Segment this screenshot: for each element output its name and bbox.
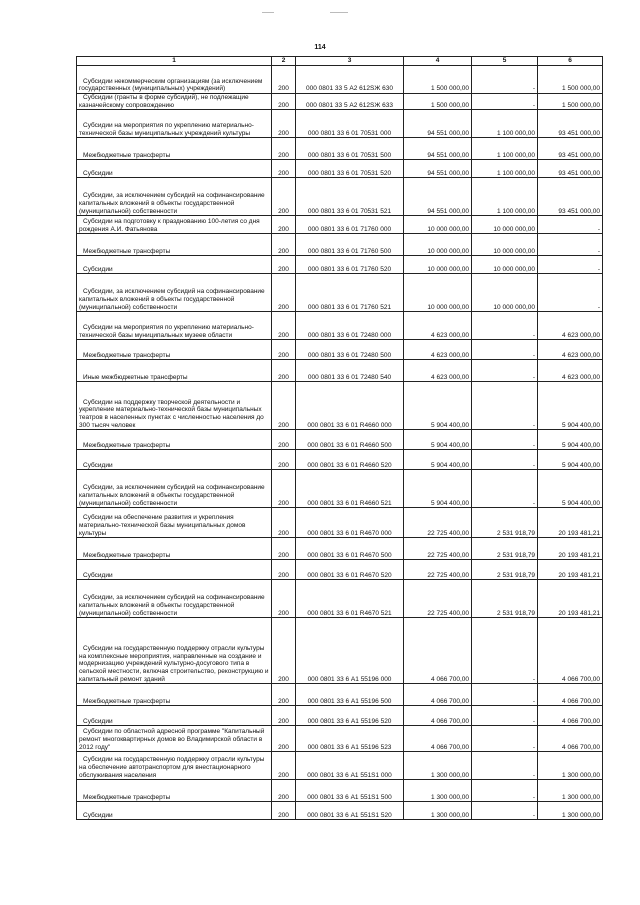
table-cell-v1: 1 300 000,00 bbox=[404, 802, 472, 820]
table-cell-name bbox=[77, 538, 272, 560]
table-cell-code: 000 0801 33 5 А2 612SЖ 633 bbox=[296, 94, 404, 110]
table-cell-code: 000 0801 33 6 01 R4660 520 bbox=[296, 450, 404, 470]
budget-table-body bbox=[77, 57, 603, 820]
table-cell-v1: 4 066 700,00 bbox=[404, 726, 472, 752]
table-cell-v1: 4 623 000,00 bbox=[404, 312, 472, 340]
row-label: Субсидии bbox=[83, 265, 113, 273]
table-cell-v2: 1 100 000,00 bbox=[472, 138, 538, 160]
row-label: Межбюджетные трансферты bbox=[83, 793, 171, 801]
table-row bbox=[77, 450, 603, 470]
table-cell-v2: - bbox=[472, 340, 538, 360]
table-row bbox=[77, 234, 603, 256]
table-cell-name bbox=[77, 216, 272, 234]
table-cell-v3: - bbox=[538, 256, 603, 274]
column-header: 5 bbox=[472, 57, 538, 66]
table-row bbox=[77, 274, 603, 312]
table-cell-v2: - bbox=[472, 780, 538, 802]
table-cell-code: 000 0801 33 6 01 R4660 500 bbox=[296, 430, 404, 450]
row-label: Межбюджетные трансферты bbox=[83, 551, 171, 559]
table-cell-name bbox=[77, 726, 272, 752]
row-label: Субсидии на государственную поддержку отрасли культуры на комплексные мероприятия, направленные на создание и модернизацию учреждений культурно-досугового типа в сельской местности, включая строительство, реконструкцию и капитальный ремонт зданий bbox=[79, 645, 269, 683]
table-cell-name bbox=[77, 340, 272, 360]
table-cell-v1: 1 500 000,00 bbox=[404, 66, 472, 94]
row-label: Субсидии bbox=[83, 461, 113, 469]
table-row bbox=[77, 726, 603, 752]
table-cell-v1: 4 623 000,00 bbox=[404, 340, 472, 360]
table-cell-code: 000 0801 33 6 01 71760 521 bbox=[296, 274, 404, 312]
table-cell-v2: 10 000 000,00 bbox=[472, 256, 538, 274]
table-cell-v2: 1 100 000,00 bbox=[472, 110, 538, 138]
table-cell-v2: 10 000 000,00 bbox=[472, 274, 538, 312]
table-cell-v3: 20 193 481,21 bbox=[538, 538, 603, 560]
table-cell-name bbox=[77, 802, 272, 820]
table-row bbox=[77, 580, 603, 618]
budget-table bbox=[76, 56, 603, 820]
table-cell-name bbox=[77, 618, 272, 684]
table-cell-name bbox=[77, 560, 272, 580]
table-cell-code: 000 0801 33 6 01 72480 500 bbox=[296, 340, 404, 360]
table-cell-section: 200 bbox=[272, 618, 296, 684]
table-row bbox=[77, 256, 603, 274]
table-cell-v3: 93 451 000,00 bbox=[538, 110, 603, 138]
table-row bbox=[77, 470, 603, 508]
table-cell-v3: 4 066 700,00 bbox=[538, 618, 603, 684]
table-cell-v2: - bbox=[472, 312, 538, 340]
table-row bbox=[77, 138, 603, 160]
table-cell-v1: 1 500 000,00 bbox=[404, 94, 472, 110]
table-cell-name bbox=[77, 178, 272, 216]
table-row bbox=[77, 618, 603, 684]
table-cell-code: 000 0801 33 6 А1 55196 520 bbox=[296, 706, 404, 726]
row-label: Межбюджетные трансферты bbox=[83, 351, 171, 359]
page-number: 114 bbox=[314, 44, 326, 51]
table-cell-v2: - bbox=[472, 66, 538, 94]
column-header: 2 bbox=[272, 57, 296, 66]
table-cell-code: 000 0801 33 6 01 R4660 521 bbox=[296, 470, 404, 508]
row-label: Субсидии на мероприятия по укреплению материально-технической базы муниципальных музеев области bbox=[79, 324, 254, 339]
table-row bbox=[77, 752, 603, 780]
table-cell-code: 000 0801 33 5 А2 612SЖ 630 bbox=[296, 66, 404, 94]
table-cell-name bbox=[77, 94, 272, 110]
table-cell-code: 000 0801 33 6 01 R4670 521 bbox=[296, 580, 404, 618]
table-row bbox=[77, 360, 603, 382]
table-cell-v2: - bbox=[472, 618, 538, 684]
table-cell-v2: 2 531 918,79 bbox=[472, 508, 538, 538]
table-row bbox=[77, 216, 603, 234]
table-cell-name bbox=[77, 234, 272, 256]
table-cell-code: 000 0801 33 6 01 70531 521 bbox=[296, 178, 404, 216]
table-cell-v2: 10 000 000,00 bbox=[472, 234, 538, 256]
table-row bbox=[77, 706, 603, 726]
table-cell-section: 200 bbox=[272, 684, 296, 706]
table-cell-section: 200 bbox=[272, 66, 296, 94]
table-row bbox=[77, 382, 603, 430]
table-cell-v2: 10 000 000,00 bbox=[472, 216, 538, 234]
table-cell-section: 200 bbox=[272, 312, 296, 340]
table-cell-v2: - bbox=[472, 706, 538, 726]
table-cell-name bbox=[77, 508, 272, 538]
table-cell-v2: - bbox=[472, 684, 538, 706]
table-cell-section: 200 bbox=[272, 580, 296, 618]
table-cell-code: 000 0801 33 6 01 71760 520 bbox=[296, 256, 404, 274]
table-cell-section: 200 bbox=[272, 256, 296, 274]
row-label: Межбюджетные трансферты bbox=[83, 151, 171, 159]
column-header: 1 bbox=[77, 57, 272, 66]
table-cell-v1: 10 000 000,00 bbox=[404, 274, 472, 312]
table-row bbox=[77, 560, 603, 580]
table-cell-section: 200 bbox=[272, 538, 296, 560]
table-cell-v1: 94 551 000,00 bbox=[404, 110, 472, 138]
table-row bbox=[77, 312, 603, 340]
table-row bbox=[77, 94, 603, 110]
table-cell-v3: 4 623 000,00 bbox=[538, 312, 603, 340]
table-cell-code: 000 0801 33 6 01 71760 000 bbox=[296, 216, 404, 234]
table-cell-v3: 4 066 700,00 bbox=[538, 684, 603, 706]
table-cell-v1: 94 551 000,00 bbox=[404, 160, 472, 178]
row-label: Субсидии на обеспечение развития и укрепления материально-технической базы муниципальных домов культуры bbox=[79, 514, 246, 537]
table-cell-v1: 4 623 000,00 bbox=[404, 360, 472, 382]
row-label: Субсидии по областной адресной программе "Капитальный ремонт многоквартирных домов во Владимирской области в 2012 году" bbox=[79, 728, 265, 751]
table-cell-v1: 5 904 400,00 bbox=[404, 430, 472, 450]
table-cell-name bbox=[77, 706, 272, 726]
row-label: Субсидии, за исключением субсидий на софинансирование капитальных вложений в объекты государственной (муниципальной) собственности bbox=[79, 288, 265, 311]
row-label: Субсидии, за исключением субсидий на софинансирование капитальных вложений в объекты государственной (муниципальной) собственности bbox=[79, 192, 265, 215]
row-label: Межбюджетные трансферты bbox=[83, 441, 171, 449]
row-label: Субсидии (гранты в форме субсидий), не подлежащие казначейскому сопровождению bbox=[79, 94, 249, 109]
table-cell-v1: 10 000 000,00 bbox=[404, 234, 472, 256]
table-cell-v1: 94 551 000,00 bbox=[404, 178, 472, 216]
table-row bbox=[77, 684, 603, 706]
row-label: Субсидии на государственную поддержку отрасли культуры на обеспечение автотранспортом для внестационарного обслуживания населения bbox=[79, 756, 265, 779]
table-cell-v1: 4 066 700,00 bbox=[404, 684, 472, 706]
table-cell-v3: 1 300 000,00 bbox=[538, 752, 603, 780]
table-cell-code: 000 0801 33 6 01 70531 000 bbox=[296, 110, 404, 138]
table-cell-v1: 10 000 000,00 bbox=[404, 216, 472, 234]
table-cell-v2: 1 100 000,00 bbox=[472, 160, 538, 178]
table-cell-name bbox=[77, 580, 272, 618]
table-row bbox=[77, 538, 603, 560]
table-cell-v3: 5 904 400,00 bbox=[538, 450, 603, 470]
table-cell-v2: 2 531 918,79 bbox=[472, 560, 538, 580]
table-cell-section: 200 bbox=[272, 340, 296, 360]
table-cell-v2: - bbox=[472, 430, 538, 450]
table-cell-section: 200 bbox=[272, 178, 296, 216]
table-cell-name bbox=[77, 66, 272, 94]
table-cell-code: 000 0801 33 6 А1 551S1 000 bbox=[296, 752, 404, 780]
table-cell-v2: - bbox=[472, 360, 538, 382]
table-cell-code: 000 0801 33 6 01 70531 500 bbox=[296, 138, 404, 160]
row-label: Субсидии, за исключением субсидий на софинансирование капитальных вложений в объекты государственной (муниципальной) собственности bbox=[79, 594, 265, 617]
table-cell-name bbox=[77, 312, 272, 340]
table-cell-v3: 93 451 000,00 bbox=[538, 138, 603, 160]
table-cell-name bbox=[77, 360, 272, 382]
table-cell-section: 200 bbox=[272, 94, 296, 110]
table-cell-code: 000 0801 33 6 01 R4660 000 bbox=[296, 382, 404, 430]
row-label: Субсидии bbox=[83, 571, 113, 579]
table-cell-code: 000 0801 33 6 01 R4670 000 bbox=[296, 508, 404, 538]
table-cell-section: 200 bbox=[272, 450, 296, 470]
table-cell-v1: 94 551 000,00 bbox=[404, 138, 472, 160]
table-cell-v1: 4 066 700,00 bbox=[404, 618, 472, 684]
table-cell-v2: - bbox=[472, 752, 538, 780]
table-cell-section: 200 bbox=[272, 430, 296, 450]
scan-smudge bbox=[330, 12, 348, 13]
table-row bbox=[77, 160, 603, 178]
row-label: Межбюджетные трансферты bbox=[83, 697, 171, 705]
table-cell-name bbox=[77, 160, 272, 178]
table-cell-v3: 1 500 000,00 bbox=[538, 66, 603, 94]
table-cell-v1: 1 300 000,00 bbox=[404, 752, 472, 780]
table-cell-section: 200 bbox=[272, 216, 296, 234]
table-cell-v1: 5 904 400,00 bbox=[404, 450, 472, 470]
table-cell-section: 200 bbox=[272, 234, 296, 256]
table-cell-name bbox=[77, 450, 272, 470]
table-cell-v3: - bbox=[538, 216, 603, 234]
table-cell-v2: - bbox=[472, 382, 538, 430]
table-cell-v3: 20 193 481,21 bbox=[538, 560, 603, 580]
row-label: Субсидии некоммерческим организациям (за исключением государственных (муниципальных) учреждений) bbox=[79, 77, 263, 93]
table-cell-v1: 22 725 400,00 bbox=[404, 560, 472, 580]
table-cell-v3: - bbox=[538, 234, 603, 256]
table-cell-section: 200 bbox=[272, 560, 296, 580]
row-label: Субсидии на поддержку творческой деятельности и укрепление материально-технической базы муниципальных театров в населенных пунктах с численностью населения до 300 тысяч человек bbox=[79, 398, 264, 429]
table-cell-name bbox=[77, 470, 272, 508]
row-label: Субсидии, за исключением субсидий на софинансирование капитальных вложений в объекты государственной (муниципальной) собственности bbox=[79, 484, 265, 507]
table-cell-section: 200 bbox=[272, 160, 296, 178]
table-row bbox=[77, 340, 603, 360]
table-cell-section: 200 bbox=[272, 470, 296, 508]
table-cell-name bbox=[77, 382, 272, 430]
table-cell-name bbox=[77, 274, 272, 312]
table-cell-code: 000 0801 33 6 А1 55196 523 bbox=[296, 726, 404, 752]
table-cell-v3: 4 066 700,00 bbox=[538, 706, 603, 726]
table-cell-v1: 22 725 400,00 bbox=[404, 538, 472, 560]
table-row bbox=[77, 780, 603, 802]
table-cell-v2: - bbox=[472, 726, 538, 752]
table-cell-code: 000 0801 33 6 01 R4670 500 bbox=[296, 538, 404, 560]
table-cell-v2: - bbox=[472, 94, 538, 110]
table-cell-v1: 22 725 400,00 bbox=[404, 580, 472, 618]
table-cell-v3: 4 066 700,00 bbox=[538, 726, 603, 752]
table-row bbox=[77, 430, 603, 450]
table-cell-v3: 20 193 481,21 bbox=[538, 580, 603, 618]
table-cell-code: 000 0801 33 6 01 70531 520 bbox=[296, 160, 404, 178]
table-cell-code: 000 0801 33 6 01 R4670 520 bbox=[296, 560, 404, 580]
table-cell-code: 000 0801 33 6 01 72480 000 bbox=[296, 312, 404, 340]
table-cell-name bbox=[77, 430, 272, 450]
table-cell-v1: 10 000 000,00 bbox=[404, 256, 472, 274]
table-cell-name bbox=[77, 110, 272, 138]
table-cell-v2: 2 531 918,79 bbox=[472, 538, 538, 560]
table-cell-v1: 22 725 400,00 bbox=[404, 508, 472, 538]
table-cell-section: 200 bbox=[272, 138, 296, 160]
table-cell-section: 200 bbox=[272, 274, 296, 312]
table-cell-code: 000 0801 33 6 А1 55196 500 bbox=[296, 684, 404, 706]
table-cell-section: 200 bbox=[272, 706, 296, 726]
row-label: Иные межбюджетные трансферты bbox=[83, 373, 188, 381]
table-cell-v1: 5 904 400,00 bbox=[404, 382, 472, 430]
table-cell-v3: 93 451 000,00 bbox=[538, 160, 603, 178]
table-cell-name bbox=[77, 780, 272, 802]
table-cell-code: 000 0801 33 6 А1 551S1 500 bbox=[296, 780, 404, 802]
table-cell-v3: 93 451 000,00 bbox=[538, 178, 603, 216]
table-cell-v2: - bbox=[472, 470, 538, 508]
table-cell-v3: 5 904 400,00 bbox=[538, 470, 603, 508]
table-row bbox=[77, 802, 603, 820]
table-cell-v3: 20 193 481,21 bbox=[538, 508, 603, 538]
table-row bbox=[77, 508, 603, 538]
table-cell-section: 200 bbox=[272, 508, 296, 538]
table-cell-v1: 1 300 000,00 bbox=[404, 780, 472, 802]
table-cell-code: 000 0801 33 6 01 72480 540 bbox=[296, 360, 404, 382]
table-cell-section: 200 bbox=[272, 780, 296, 802]
table-header-row bbox=[77, 57, 603, 66]
table-cell-code: 000 0801 33 6 А1 55196 000 bbox=[296, 618, 404, 684]
row-label: Субсидии на мероприятия по укреплению материально-технической базы муниципальных учреждений культуры bbox=[79, 122, 254, 137]
table-row bbox=[77, 66, 603, 94]
table-cell-v3: 1 300 000,00 bbox=[538, 802, 603, 820]
column-header: 4 bbox=[404, 57, 472, 66]
table-cell-v3: 4 623 000,00 bbox=[538, 360, 603, 382]
column-header: 6 bbox=[538, 57, 603, 66]
table-cell-name bbox=[77, 256, 272, 274]
table-cell-v2: 2 531 918,79 bbox=[472, 580, 538, 618]
row-label: Субсидии на подготовку к празднованию 100-летия со дня рождения А.И. Фатьянова bbox=[79, 218, 260, 233]
scan-smudge bbox=[262, 12, 274, 13]
table-cell-v3: 1 500 000,00 bbox=[538, 94, 603, 110]
table-cell-v2: - bbox=[472, 802, 538, 820]
table-cell-v1: 5 904 400,00 bbox=[404, 470, 472, 508]
column-header: 3 bbox=[296, 57, 404, 66]
table-cell-v2: - bbox=[472, 450, 538, 470]
row-label: Субсидии bbox=[83, 811, 113, 819]
table-cell-section: 200 bbox=[272, 726, 296, 752]
table-cell-v3: - bbox=[538, 274, 603, 312]
row-label: Субсидии bbox=[83, 169, 113, 177]
table-cell-section: 200 bbox=[272, 802, 296, 820]
table-cell-v3: 5 904 400,00 bbox=[538, 430, 603, 450]
table-cell-section: 200 bbox=[272, 360, 296, 382]
table-cell-name bbox=[77, 752, 272, 780]
table-cell-v1: 4 066 700,00 bbox=[404, 706, 472, 726]
table-row bbox=[77, 178, 603, 216]
row-label: Субсидии bbox=[83, 717, 113, 725]
table-cell-section: 200 bbox=[272, 110, 296, 138]
table-cell-section: 200 bbox=[272, 752, 296, 780]
table-cell-v3: 1 300 000,00 bbox=[538, 780, 603, 802]
table-row bbox=[77, 110, 603, 138]
table-cell-v3: 4 623 000,00 bbox=[538, 340, 603, 360]
table-cell-code: 000 0801 33 6 01 71760 500 bbox=[296, 234, 404, 256]
table-cell-code: 000 0801 33 6 А1 551S1 520 bbox=[296, 802, 404, 820]
table-cell-v2: 1 100 000,00 bbox=[472, 178, 538, 216]
table-cell-name bbox=[77, 684, 272, 706]
row-label: Межбюджетные трансферты bbox=[83, 247, 171, 255]
table-cell-v3: 5 904 400,00 bbox=[538, 382, 603, 430]
table-cell-section: 200 bbox=[272, 382, 296, 430]
table-cell-name bbox=[77, 138, 272, 160]
